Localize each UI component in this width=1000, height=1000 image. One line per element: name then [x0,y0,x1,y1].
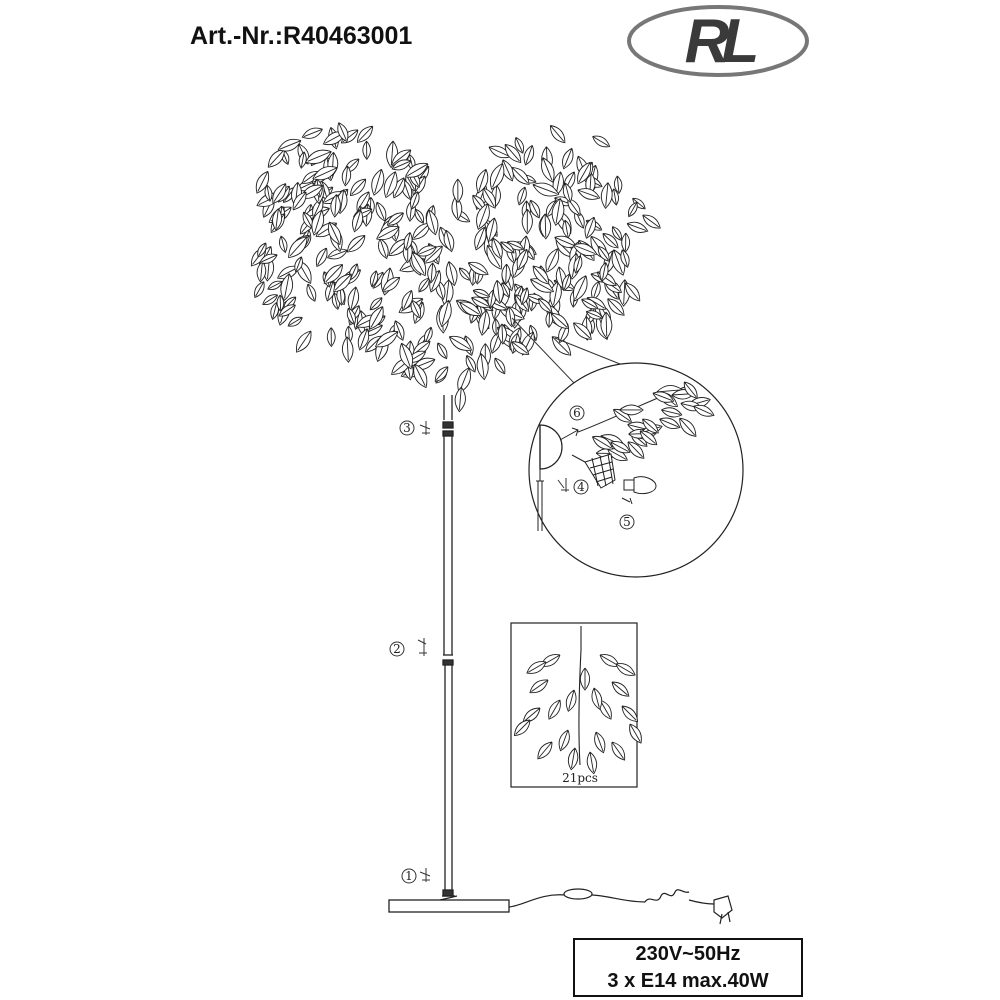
svg-text:6: 6 [573,406,581,420]
bulb-spec: 3 x E14 max.40W [607,970,769,992]
electrical-specs [573,938,803,997]
leaf-canopy [247,121,662,412]
svg-text:5: 5 [623,515,631,529]
lamp-base [389,896,509,912]
svg-text:1: 1 [405,869,413,883]
step-marker-1 [402,868,430,883]
detail-callout [512,318,743,577]
step-marker-6 [570,406,584,420]
step-marker-3 [400,421,430,435]
leaf-count-label: 21pcs [562,771,598,785]
article-number: Art.-Nr.:R40463001 [190,22,413,50]
svg-text:2: 2 [393,642,401,656]
svg-text:3: 3 [403,421,411,435]
logo-text: RL [684,7,752,76]
step-marker-5 [620,515,634,529]
power-cord [509,889,732,924]
step-marker-2 [390,638,427,656]
svg-text:4: 4 [577,480,585,494]
leaf-branch-inset [511,623,645,787]
voltage-spec: 230V~50Hz [635,943,741,965]
lamp-pole [443,395,453,896]
